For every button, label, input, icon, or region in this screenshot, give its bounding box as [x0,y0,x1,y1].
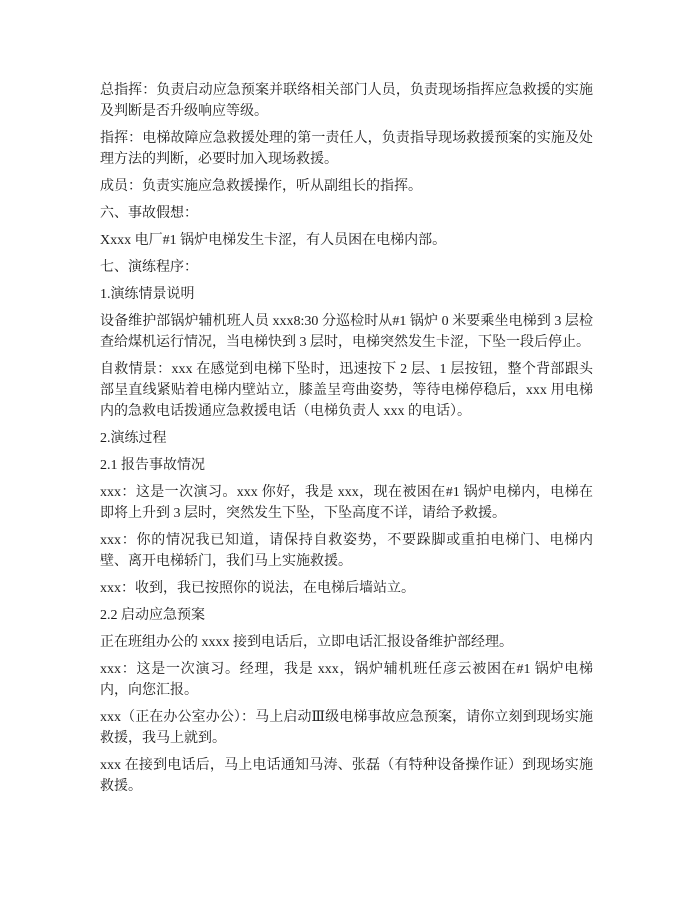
para-dialog-report-to-manager: xxx：这是一次演习。经理，我是 xxx，锅炉辅机班任彦云被困在#1 锅炉电梯内，向您汇报。 [100,662,593,698]
para-scenario-description: 设备维护部锅炉辅机班人员 xxx8:30 分巡检时从#1 锅炉 0 米要乘坐电梯到 3 层检查给煤机运行情况，当电梯快到 3 层时，电梯突然发生卡涩，下坠一段后停止。 [100,314,593,350]
para-notify-rescuers: xxx 在接到电话后，马上电话通知马涛、张磊（有特种设备操作证）到现场实施救援。 [100,758,593,794]
para-dialog-rescuer-instruction: xxx：你的情况我已知道，请保持自救姿势，不要跺脚或重拍电梯门、电梯内壁、离开电梯轿门，我们马上实施救援。 [100,533,593,569]
para-dialog-trapped-acknowledge: xxx：收到，我已按照你的说法，在电梯后墙站立。 [100,581,415,596]
para-self-rescue-scene: 自救情景：xxx 在感觉到电梯下坠时，迅速按下 2 层、1 层按钮，整个背部跟头部呈直线紧贴着电梯内壁站立，膝盖呈弯曲姿势，等待电梯停稳后，xxx 用电梯内的急救电话拨通应急救援电话（电梯负责人 xxx 的电话）。 [100,362,593,419]
para-start-plan-intro: 正在班组办公的 xxxx 接到电话后，立即电话汇报设备维护部经理。 [100,635,513,650]
heading-section-seven-drill-procedure: 七、演练程序： [100,260,198,275]
para-dialog-manager-order: xxx（正在办公室办公）：马上启动Ⅲ级电梯事故应急预案，请你立刻到现场实施救援，我马上就到。 [100,710,593,746]
heading-drill-scenario-description: 1.演练情景说明 [100,287,195,302]
para-dialog-trapped-report: xxx：这是一次演习。xxx 你好，我是 xxx，现在被困在#1 锅炉电梯内，电梯在即将上升到 3 层时，突然发生下坠，下坠高度不详，请给予救援。 [100,485,593,521]
para-accident-assumption: Xxxx 电厂#1 锅炉电梯发生卡涩，有人员困在电梯内部。 [100,233,447,248]
heading-section-six-accident-assumption: 六、事故假想： [100,206,198,221]
para-member-duty: 成员：负责实施应急救援操作，听从副组长的指挥。 [100,179,422,194]
heading-start-emergency-plan: 2.2 启动应急预案 [100,608,205,623]
heading-report-accident: 2.1 报告事故情况 [100,458,205,473]
heading-drill-process: 2.演练过程 [100,431,167,446]
para-commander-duty: 指挥：电梯故障应急救援处理的第一责任人，负责指导现场救援预案的实施及处理方法的判断，必要时加入现场救援。 [100,131,593,167]
para-chief-commander-duty: 总指挥：负责启动应急预案并联络相关部门人员，负责现场指挥应急救援的实施及判断是否升级响应等级。 [100,83,593,119]
